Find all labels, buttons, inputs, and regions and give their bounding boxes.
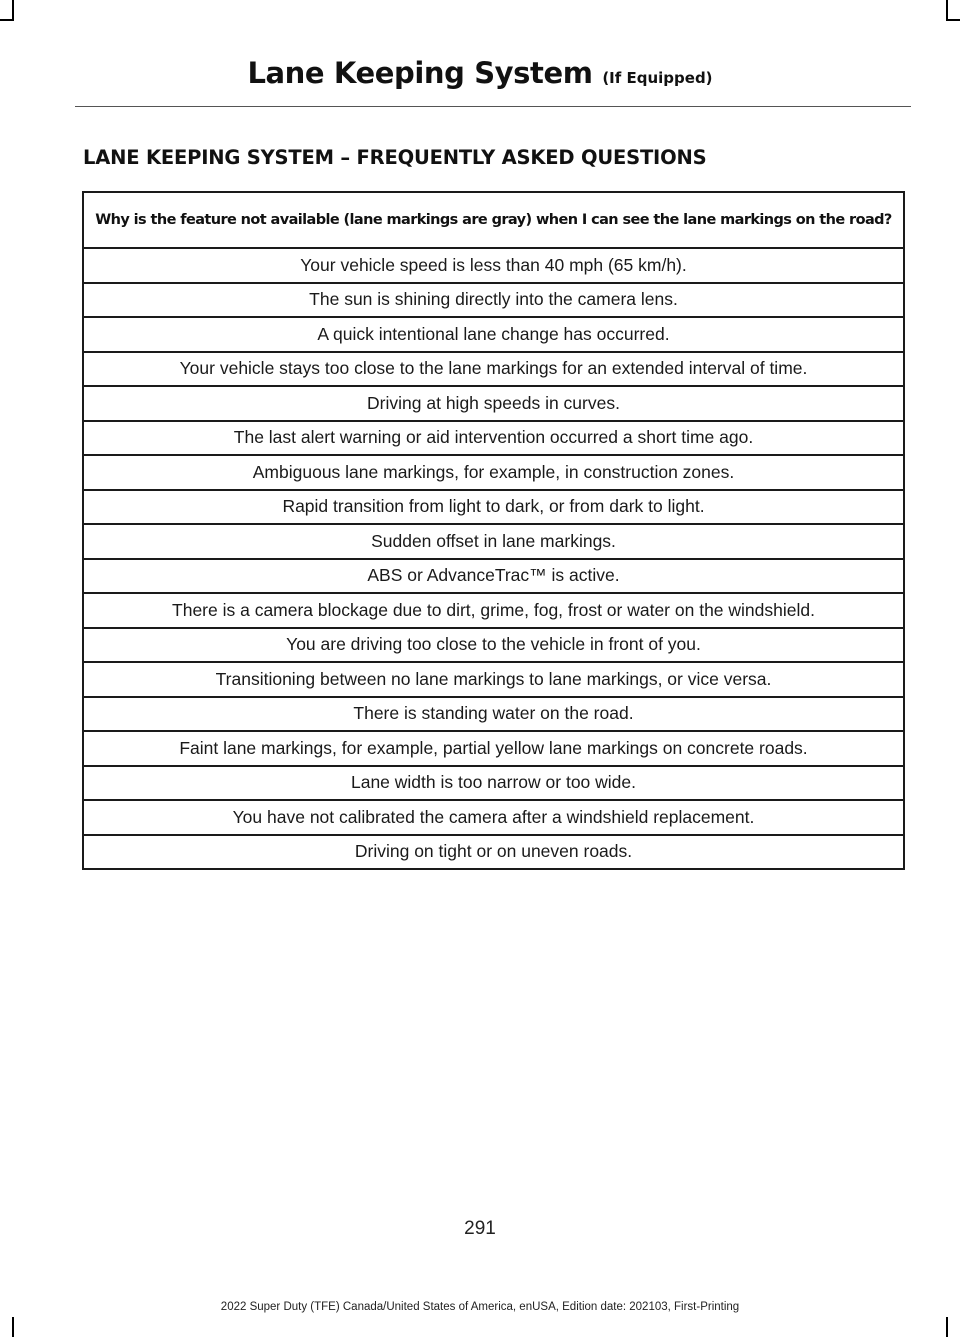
table-row	[83, 524, 904, 559]
table-row	[83, 386, 904, 421]
faq-answer-cell: Your vehicle speed is less than 40 mph (65 km/h).	[83, 248, 904, 283]
table-row	[83, 352, 904, 387]
faq-table-header-row	[83, 192, 904, 248]
header-subtitle: (If Equipped)	[602, 69, 713, 87]
table-row	[83, 455, 904, 490]
faq-table	[82, 191, 905, 870]
header-title-text: Lane Keeping System	[247, 56, 593, 90]
faq-answer-cell: Rapid transition from light to dark, or from dark to light.	[83, 490, 904, 525]
table-row	[83, 835, 904, 870]
table-row	[83, 628, 904, 663]
table-row	[83, 766, 904, 801]
faq-answer-cell: There is standing water on the road.	[83, 697, 904, 732]
page-number: 291	[464, 1218, 496, 1239]
faq-answer-cell: ABS or AdvanceTrac™ is active.	[83, 559, 904, 594]
faq-answer-cell: Lane width is too narrow or too wide.	[83, 766, 904, 801]
faq-answer-cell: A quick intentional lane change has occurred.	[83, 317, 904, 352]
faq-answer-cell: Sudden offset in lane markings.	[83, 524, 904, 559]
crop-mark-top-left-horizontal	[0, 19, 14, 21]
table-row	[83, 317, 904, 352]
faq-answer-cell: Transitioning between no lane markings to lane markings, or vice versa.	[83, 662, 904, 697]
table-row	[83, 800, 904, 835]
faq-answer-cell: You have not calibrated the camera after a windshield replacement.	[83, 800, 904, 835]
table-row	[83, 559, 904, 594]
page-header-title	[0, 56, 960, 90]
table-row	[83, 662, 904, 697]
table-row	[83, 248, 904, 283]
faq-answer-cell: Driving at high speeds in curves.	[83, 386, 904, 421]
faq-question-header: Why is the feature not available (lane markings are gray) when I can see the lane markings on the road?	[83, 192, 904, 248]
crop-mark-bottom-left	[12, 1317, 14, 1337]
header-divider	[75, 106, 911, 107]
faq-answer-cell: Driving on tight or on uneven roads.	[83, 835, 904, 870]
faq-answer-cell: You are driving too close to the vehicle in front of you.	[83, 628, 904, 663]
faq-answer-cell: Your vehicle stays too close to the lane markings for an extended interval of time.	[83, 352, 904, 387]
crop-mark-bottom-right	[946, 1317, 948, 1337]
table-row	[83, 283, 904, 318]
faq-answer-cell: There is a camera blockage due to dirt, grime, fog, frost or water on the windshield.	[83, 593, 904, 628]
table-row	[83, 421, 904, 456]
crop-mark-top-left	[12, 0, 14, 20]
faq-answer-cell: The last alert warning or aid intervention occurred a short time ago.	[83, 421, 904, 456]
section-heading: LANE KEEPING SYSTEM – FREQUENTLY ASKED QUESTIONS	[83, 146, 707, 169]
faq-answer-cell: The sun is shining directly into the camera lens.	[83, 283, 904, 318]
table-row	[83, 697, 904, 732]
table-row	[83, 731, 904, 766]
faq-answer-cell: Ambiguous lane markings, for example, in construction zones.	[83, 455, 904, 490]
table-row	[83, 490, 904, 525]
faq-answer-cell: Faint lane markings, for example, partial yellow lane markings on concrete roads.	[83, 731, 904, 766]
footer-edition-info: 2022 Super Duty (TFE) Canada/United States of America, enUSA, Edition date: 202103, First-Printing	[220, 1301, 740, 1313]
table-row	[83, 593, 904, 628]
crop-mark-top-right-horizontal	[946, 19, 960, 21]
crop-mark-top-right	[946, 0, 948, 20]
